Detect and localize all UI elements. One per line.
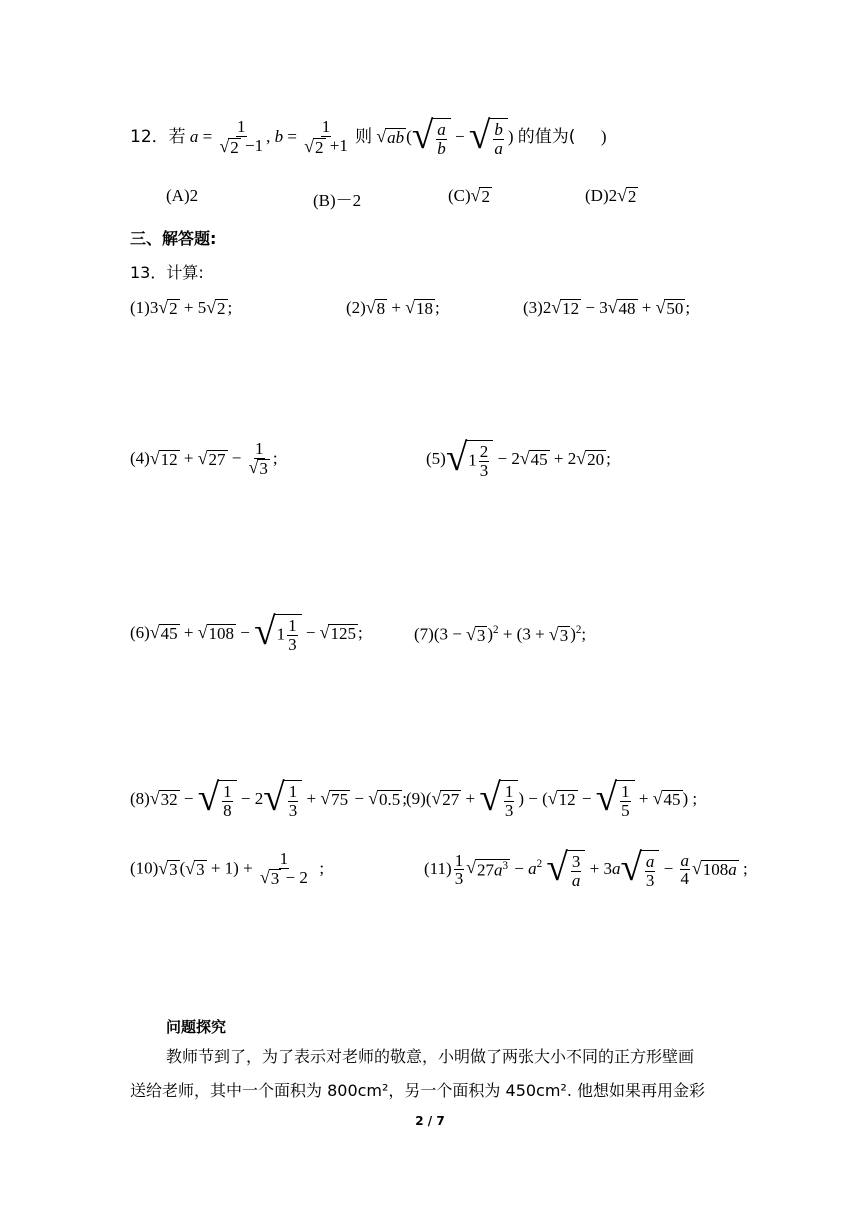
- q13-item-7: (7)(3 − √ 3 )$^2$ + (3 + √ 3 )$^2$;: [414, 623, 587, 645]
- q12-close: ): [600, 126, 607, 146]
- explore-line-2: 送给老师，其中一个面积为 800cm²，另一个面积为 450cm². 他想如果再用金彩: [130, 1081, 706, 1100]
- q12-option-b: (B)－2: [313, 191, 362, 210]
- explore-paragraph: [130, 1040, 730, 1108]
- q13-item-5: (5) √ 1 $\frac{2}{3}$ − 2 √ 45 + 2 √ 20 ;: [426, 436, 611, 480]
- q12-mid: 则: [355, 126, 373, 147]
- q13-item-9: (9)( √ 27 + √ $\frac{1}{3}$ ) − ( √ 12 − √ $\frac{1}{5}$ + √ 45 ) ;: [406, 776, 698, 820]
- q13-item-8: (8) √ 32 − √ $\frac{1}{8}$ − 2 √ $\frac{1}{3}$ + √ 75 − √ 0.5 ;: [130, 776, 407, 820]
- q12-prefix: 若: [168, 126, 186, 147]
- section-title: 三、解答题:: [130, 229, 217, 248]
- q13-item-1: (1)3 √ 2 + 5 √ 2 ;: [130, 297, 233, 319]
- fraction: 1 √ 2 +1: [304, 117, 348, 157]
- q12-option-d: (D)2 √ 2: [585, 185, 637, 207]
- q12-number: 12．: [130, 126, 169, 147]
- q13-item-10: (10) √ 3 ( √ 3 + 1) + 1 √ 3 − 2 ;: [130, 849, 325, 889]
- q13-item-3: (3)2 √ 12 − 3 √ 48 + √ 50 ;: [523, 297, 691, 319]
- q13-item-2: (2) √ 8 + √ 18 ;: [346, 297, 440, 319]
- q13-item-11: (11) $\frac{1}{3}$ √ $27a^3$ − $a^2$ √ $\frac{3}{a}$ + 3a √ $\frac{a}{3}$ − $\frac{a}{4}$ √ 108a ;: [424, 846, 748, 890]
- q13-item-6: (6) √ 45 + √ 108 − √ 1 $\frac{1}{3}$ − √ 125 ;: [130, 610, 363, 654]
- q12-option-c: (C) √ 2: [448, 185, 490, 207]
- q12-option-a: (A)2: [166, 186, 199, 205]
- question-12: 12．若 a = 1 √ 2 −1 , b = 1 √ 2 +1 则 √ ab ( √ $\frac{a}{b}$ − √ $\frac{b}{a}$ ) 的值为( ): [130, 114, 607, 158]
- explore-title: 问题探究: [166, 1018, 227, 1036]
- q12-suffix: 的值为(: [517, 126, 576, 147]
- page-number: 2 / 7: [415, 1114, 445, 1128]
- q13-item-4: (4) √ 12 + √ 27 − 1 √ 3 ;: [130, 439, 278, 479]
- explore-line-1: 教师节到了，为了表示对老师的敬意，小明做了两张大小不同的正方形壁画: [166, 1047, 695, 1066]
- fraction: 1 √ 2 −1: [219, 117, 264, 157]
- q13-title: 13．计算:: [130, 263, 204, 282]
